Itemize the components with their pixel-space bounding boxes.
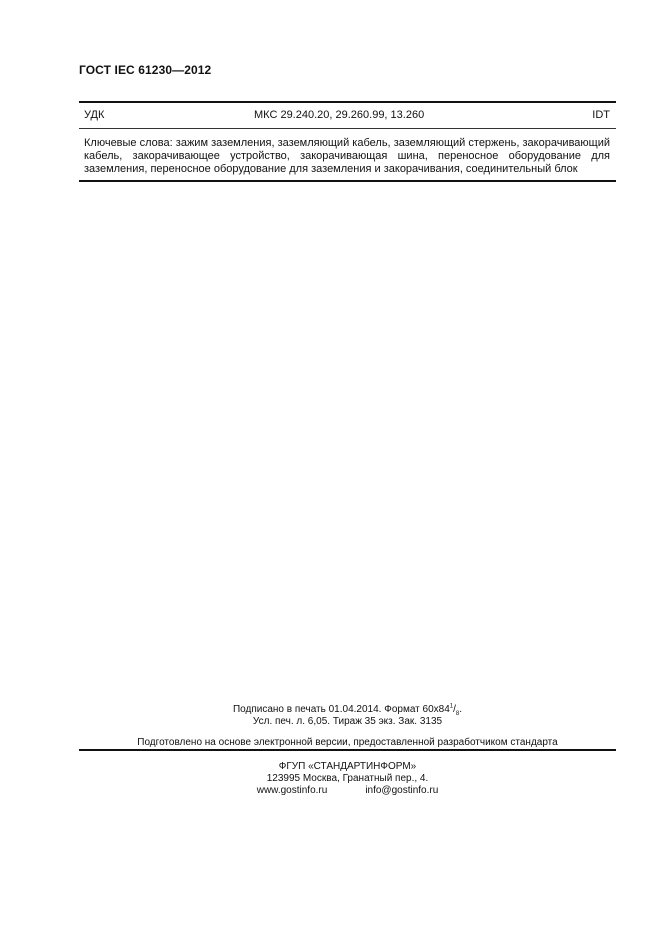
format-numerator: 1: [449, 703, 454, 710]
publisher-contacts: [79, 785, 616, 797]
publisher-website-link[interactable]: www.gostinfo.ru: [256, 785, 328, 796]
mks-codes: МКС 29.240.20, 29.260.99, 13.260: [254, 109, 425, 121]
publisher-email-link[interactable]: info@gostinfo.ru: [365, 785, 439, 796]
print-signed-text: Подписано в печать 01.04.2014. Формат 60x84: [232, 704, 450, 715]
keywords-paragraph: Ключевые слова: зажим заземления, заземляющий кабель, заземляющий стержень, закорачивающий кабель, закорачивающее устройство, закорачивающая шина, переносное оборудование для заземления, переносное оборудование для заземления и закорачивания, соединительный блок: [84, 137, 610, 175]
classification-divider: [79, 128, 616, 129]
standard-code-heading: ГОСТ IEC 61230—2012: [79, 63, 212, 77]
publisher-name: ФГУП «СТАНДАРТИНФОРМ»: [278, 761, 417, 772]
format-denominator: 8: [455, 711, 460, 717]
keywords-bottom-rule: [79, 180, 616, 182]
publisher-rule: [79, 749, 616, 751]
idt-label: IDT: [592, 109, 610, 121]
publisher-address: 123995 Москва, Гранатный пер., 4.: [266, 773, 429, 784]
print-details-line: Усл. печ. л. 6,05. Тираж 35 экз. Зак. 3135: [252, 716, 443, 727]
udk-label: УДК: [84, 109, 105, 121]
prepared-note: Подготовлено на основе электронной версии, предоставленной разработчиком стандарта: [137, 737, 558, 748]
print-signed-line: Подписано в печать 01.04.2014. Формат $60x84^1/_8$.: [232, 703, 463, 717]
classification-top-rule: [79, 101, 616, 103]
format-suffix: .: [459, 704, 463, 715]
